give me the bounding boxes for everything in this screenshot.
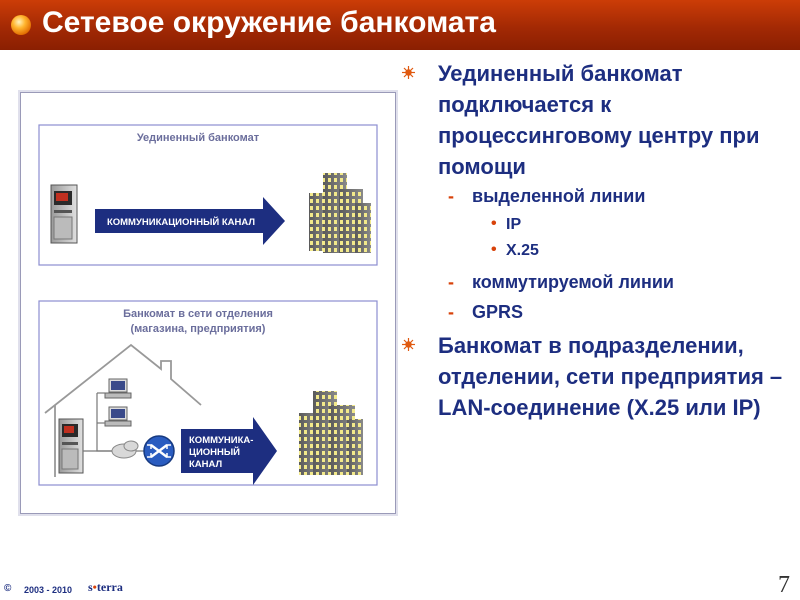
page-title: Сетевое окружение банкомата: [42, 6, 496, 39]
svg-text:ЦИОННЫЙ: ЦИОННЫЙ: [189, 447, 241, 458]
atm-icon: [51, 185, 77, 243]
svg-text:КОММУНИКАЦИОННЫЙ КАНАЛ: КОММУНИКАЦИОННЫЙ КАНАЛ: [106, 217, 256, 228]
sub-bullet-gprs: - GPRS: [448, 302, 524, 322]
sub-sub-bullet-ip: • IP: [491, 215, 522, 233]
sub-bullet-dedicated-line: - выделенной линии: [448, 186, 646, 206]
sub-bullet-dialup-line: - коммутируемой линии: [448, 272, 674, 292]
branch-atm-icon: [59, 419, 83, 473]
bullet-list: [400, 58, 795, 423]
title-bullet-icon: [11, 15, 31, 35]
bullet-standalone-atm: Уединенный банкомат подключается к процессинговому центру при помощи: [400, 58, 795, 182]
svg-text:КОММУНИКА-: КОММУНИКА-: [189, 435, 254, 446]
copyright-symbol: ©: [4, 583, 12, 594]
branch-atm-label-line2: (магазина, предприятия): [130, 323, 266, 335]
sub-sub-bullet-x25: • X.25: [491, 241, 539, 259]
title-bar: [0, 0, 800, 50]
copyright-years: 2003 - 2010: [24, 585, 73, 595]
company-logo: s•terra: [88, 580, 123, 594]
svg-text:КАНАЛ: КАНАЛ: [189, 459, 223, 470]
bullet-star-icon: [402, 66, 415, 79]
branch-atm-label-line1: Банкомат в сети отделения: [123, 308, 273, 320]
page-number: 7: [778, 572, 790, 598]
atm-network-diagram: [20, 92, 396, 514]
bullet-branch-atm: Банкомат в подразделении, отделении, сети предприятия – LAN-соединение (X.25 или IP): [400, 330, 795, 423]
standalone-atm-label: Уединенный банкомат: [136, 132, 260, 144]
bullet-star-icon: [402, 338, 415, 351]
